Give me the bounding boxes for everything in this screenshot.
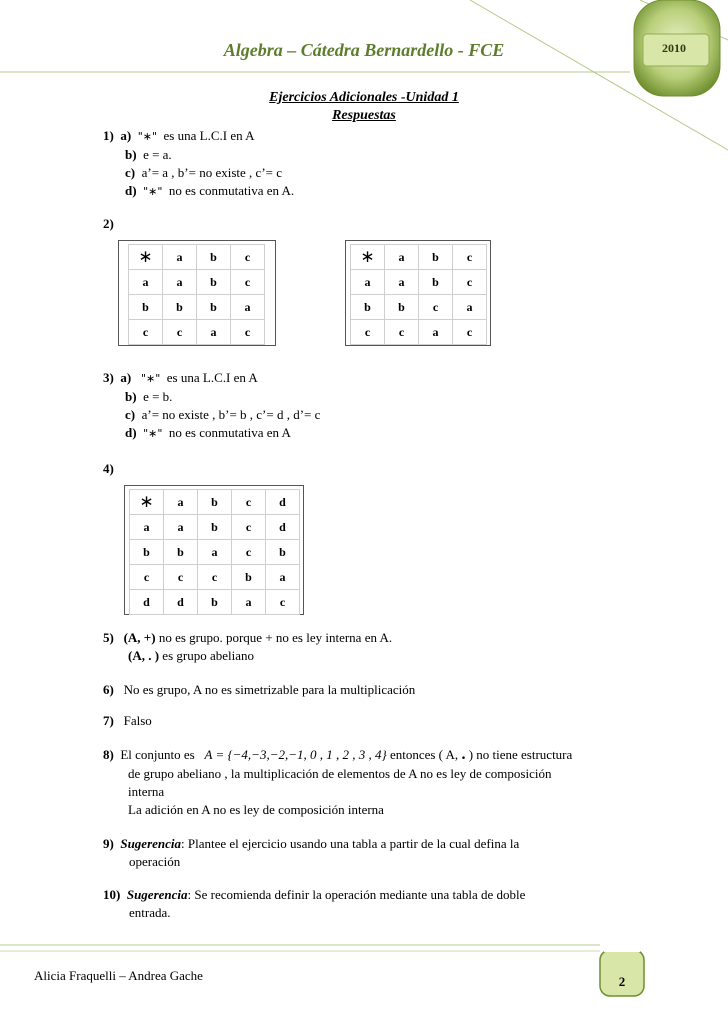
ex1-d-text: no es conmutativa en A.: [168, 183, 295, 198]
ex7-number: 7): [103, 713, 114, 728]
ex2-table1-cell: c: [231, 245, 265, 270]
ex2-number: 2): [103, 216, 114, 231]
ex3-number: 3): [103, 370, 114, 385]
ex2-table1-cell: c: [129, 320, 163, 345]
ex2-table2-cell: a: [351, 270, 385, 295]
ex5-line1-text: no es grupo. porque + no es ley interna en A.: [158, 630, 393, 645]
ex2-table2-cell: b: [385, 295, 419, 320]
ex3-d: [125, 425, 291, 441]
ex4-table-cell: a: [266, 565, 300, 590]
ex6: [103, 682, 415, 698]
ex5-line2: [128, 648, 254, 664]
ex2-table2-cell: ∗: [351, 245, 385, 270]
ex4-table-cell: b: [232, 565, 266, 590]
ex4-table-cell: a: [232, 590, 266, 615]
ex5-group-add: (A, +): [123, 630, 156, 645]
ex4-table-cell: c: [130, 565, 164, 590]
ex4-table-cell: d: [266, 490, 300, 515]
ex3-a-symbol: "∗": [140, 372, 161, 385]
ex2-table2-cell: b: [419, 245, 453, 270]
ex1-b: [125, 147, 172, 163]
ex7-text: Falso: [123, 713, 152, 728]
ex4-table-row: [130, 490, 300, 515]
ex2-table1-cell: b: [197, 270, 231, 295]
ex3-d-text: no es conmutativa en A: [168, 425, 291, 440]
ex2-table2-cell: c: [351, 320, 385, 345]
ex2-table2-row: [351, 320, 487, 345]
header-title: Algebra – Cátedra Bernardello - FCE: [223, 40, 505, 60]
ex1-c-label: c): [125, 165, 136, 180]
ex9-number: 9): [103, 836, 114, 851]
ex4-table: [129, 489, 300, 615]
footer-authors: Alicia Fraquelli – Andrea Gache: [34, 968, 203, 983]
ex4-table-cell: d: [164, 590, 198, 615]
ex2-table2-cell: a: [385, 245, 419, 270]
ex8-line4: La adición en A no es ley de composición interna: [128, 802, 384, 817]
page-number: 2: [618, 974, 626, 989]
ex1-b-label: b): [125, 147, 137, 162]
ex2-table2-row: [351, 270, 487, 295]
ex2-table1-cell: c: [231, 270, 265, 295]
ex1-c: [125, 165, 282, 181]
ex3-b: [125, 389, 172, 405]
ex2-table2-cell: c: [453, 245, 487, 270]
ex8-number: 8): [103, 747, 114, 762]
ex5-group-mul: (A, . ): [128, 648, 160, 663]
ex4-table-cell: b: [198, 515, 232, 540]
ex3-d-symbol: "∗": [143, 427, 163, 440]
ex1-d-symbol: "∗": [143, 185, 163, 198]
ex4-table-cell: b: [198, 590, 232, 615]
ex2-table2-cell: c: [453, 270, 487, 295]
ex2-table1-cell: b: [129, 295, 163, 320]
ex4-table-cell: c: [232, 515, 266, 540]
ex2-table1-cell: a: [129, 270, 163, 295]
ex4-table-cell: a: [198, 540, 232, 565]
ex2-table2-cell: a: [419, 320, 453, 345]
ex2-table1-row: [129, 270, 265, 295]
ex2-table2-cell: b: [419, 270, 453, 295]
ex3-a-label: a): [120, 370, 132, 385]
ex1-a: [103, 128, 255, 144]
year-label: 2010: [662, 41, 686, 55]
ex4-table-cell: a: [130, 515, 164, 540]
ex3-b-text: e = b.: [143, 389, 173, 404]
ex5-line1: [103, 630, 392, 646]
ex2-table2-row: [351, 295, 487, 320]
ex9-line2: operación: [129, 854, 181, 869]
ex4-table-cell: a: [164, 490, 198, 515]
ex2-table2-cell: c: [419, 295, 453, 320]
ex2-table1-cell: b: [197, 245, 231, 270]
ex2-table2-row: [351, 245, 487, 270]
ex4-table-cell: a: [164, 515, 198, 540]
ex3-d-label: d): [125, 425, 137, 440]
ex4-table-cell: b: [164, 540, 198, 565]
ex2-table1-row: [129, 295, 265, 320]
ex8-line3: interna: [128, 784, 165, 799]
ex2-table1-row: [129, 320, 265, 345]
ex9-text: : Plantee el ejercicio usando una tabla a partir de la cual defina la: [181, 836, 520, 851]
ex2-table1-cell: a: [163, 245, 197, 270]
ex2-table2: [350, 244, 487, 345]
ex4-table-row: [130, 565, 300, 590]
ex2-table1-cell: c: [231, 320, 265, 345]
ex4-table-row: [130, 590, 300, 615]
ex2-table2-cell: a: [453, 295, 487, 320]
ex4-table-cell: c: [266, 590, 300, 615]
ex4-table-cell: b: [266, 540, 300, 565]
ex8-set: A = {−4,−3,−2,−1, 0 , 1 , 2 , 3 , 4}: [204, 747, 387, 762]
ex1-d-label: d): [125, 183, 137, 198]
ex1-a-label: a): [120, 128, 132, 143]
ex4-table-cell: c: [232, 540, 266, 565]
ex2-table1-cell: ∗: [129, 245, 163, 270]
ex2-table2-cell: c: [385, 320, 419, 345]
ex4-table-cell: d: [130, 590, 164, 615]
ex2-table2-cell: c: [453, 320, 487, 345]
ex4-table-cell: d: [266, 515, 300, 540]
ex4-table-cell: b: [198, 490, 232, 515]
ex6-text: No es grupo, A no es simetrizable para la multiplicación: [123, 682, 416, 697]
ex8-line2: de grupo abeliano , la multiplicación de elementos de A no es ley de composición: [128, 766, 552, 781]
ex4-table-cell: b: [130, 540, 164, 565]
ex4-table-cell: ∗: [130, 490, 164, 515]
ex2-table1-row: [129, 245, 265, 270]
ex3-b-label: b): [125, 389, 137, 404]
ex2-table1-cell: c: [163, 320, 197, 345]
ex3-c-text: a’= no existe , b’= b , c’= d , d’= c: [141, 407, 321, 422]
ex3-c-label: c): [125, 407, 136, 422]
ex4-table-cell: c: [198, 565, 232, 590]
ex5-number: 5): [103, 630, 114, 645]
ex10-label: Sugerencia: [126, 887, 188, 902]
ex2-table1: [128, 244, 265, 345]
ex3-a: [103, 370, 258, 386]
ex4-table-row: [130, 515, 300, 540]
ex4-table-row: [130, 540, 300, 565]
ex1-a-symbol: "∗": [137, 130, 158, 143]
ex1-b-text: e = a.: [143, 147, 172, 162]
ex2-table1-cell: a: [163, 270, 197, 295]
ex8-line1: [103, 746, 572, 764]
ex3-c: [125, 407, 320, 423]
ex2-table1-cell: b: [197, 295, 231, 320]
ex8-dot: .: [461, 746, 466, 763]
ex4-table-cell: c: [232, 490, 266, 515]
ex10-number: 10): [103, 887, 121, 902]
ex10-text: : Se recomienda definir la operación mediante una tabla de doble: [187, 887, 526, 902]
ex2-table1-cell: a: [197, 320, 231, 345]
ex1-number: 1): [103, 128, 114, 143]
ex4-table-cell: c: [164, 565, 198, 590]
ex6-number: 6): [103, 682, 114, 697]
ex7: [103, 713, 152, 729]
ex1-a-text: es una L.C.I en A: [163, 128, 255, 143]
ex8-post-b: ) no tiene estructura: [468, 747, 573, 762]
ex8-pre: El conjunto es: [120, 747, 195, 762]
ex10-line2: entrada.: [129, 905, 171, 920]
ex5-line2-text: es grupo abeliano: [162, 648, 254, 663]
ex4-number: 4): [103, 461, 114, 476]
ex8-post-a: entonces ( A,: [389, 747, 459, 762]
ex9-label: Sugerencia: [120, 836, 182, 851]
page-title: Ejercicios Adicionales -Unidad 1: [269, 90, 459, 105]
ex2-table2-cell: a: [385, 270, 419, 295]
ex2-table1-cell: b: [163, 295, 197, 320]
ex2-table1-cell: a: [231, 295, 265, 320]
ex2-table2-cell: b: [351, 295, 385, 320]
ex10-line1: [103, 887, 525, 903]
ex9-line1: [103, 836, 519, 852]
ex1-d: [125, 183, 294, 199]
page-subtitle: Respuestas: [332, 108, 396, 123]
ex1-c-text: a’= a , b’= no existe , c’= c: [141, 165, 282, 180]
ex3-a-text: es una L.C.I en A: [166, 370, 258, 385]
